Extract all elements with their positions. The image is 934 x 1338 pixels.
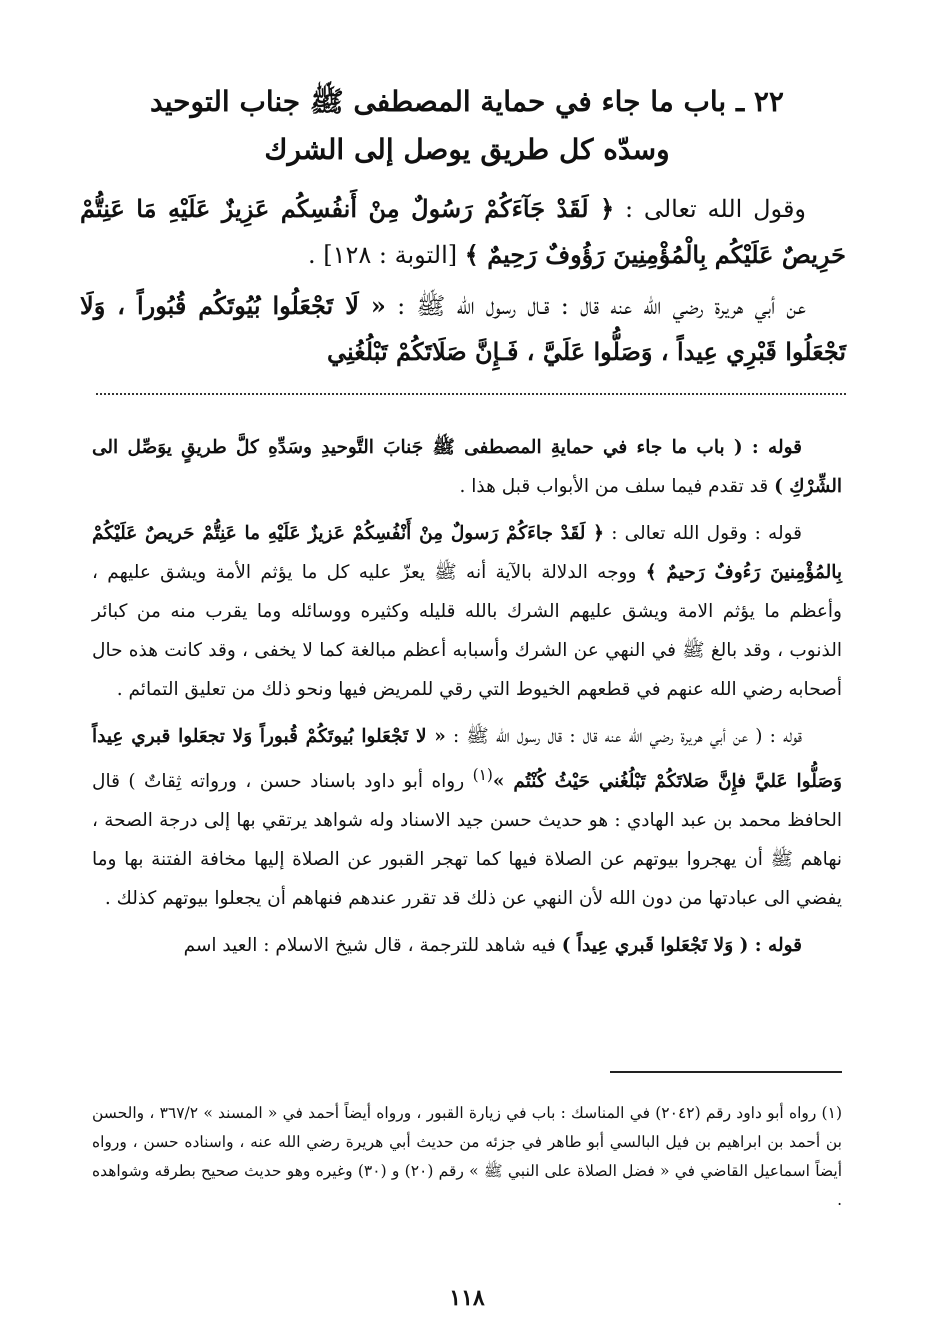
footnotes	[92, 1099, 842, 1215]
commentary-2-verse: ﴿ لَقَدْ جاءَكُمْ رَسولٌ مِنْ أَنْفُسِكُمْ عَزيزٌ عَلَيْهِ ما عَنِتُّمْ حَريصٌ عَلَيْكُمْ بِالمُؤْمِنينَ رَءُوفٌ رَحيمٌ ﴾	[92, 523, 842, 583]
verse-text: ﴿ لَقَدْ جَآءَكُمْ رَسُولٌ مِنْ أَنفُسِكُم عَزِيزٌ عَلَيْهِ مَا عَنِتُّمْ حَرِيصٌ عَلَيْكُم بِالْمُؤْمِنِينَ رَؤُوفٌ رَحِيمٌ ﴾	[80, 194, 846, 269]
commentary-2-text: ووجه الدلالة بالآية أنه ﷺ يعزّ عليه كل ما يؤثم الأمة ويشق عليهم ، وأعظم ما يؤثم الامة ويشق عليهم الشرك بالله قليله وكثيره ووسائله وما يقرب منه من كبائر الذنوب ، وقد بالغ ﷺ في النهي عن الشرك وأسبابه أعظم مبالغة كما لا يخفى ، وقد كانت هذه حال أصحابه رضي الله عنهم في قطعهم الخيوط التي رقي للمريض فيها ونحو ذلك من تعليق التمائم .	[92, 562, 842, 700]
commentary-1-lead: قوله : ( باب ما جاء في حمايةِ المصطفى ﷺ جَنابَ التَّوحيدِ وسَدِّهِ كلَّ طريقٍ يوَصِّل الى الشِّرْكِ )	[92, 437, 842, 497]
commentary-1-text: قد تقدم فيما سلف من الأبواب قبل هذا .	[459, 476, 775, 497]
commentary-paragraph-1	[92, 428, 842, 506]
footnote-separator	[610, 1071, 842, 1073]
commentary-4-text: فيه شاهد للترجمة ، قال شيخ الاسلام : العيد اسم	[183, 935, 562, 957]
commentary-3-text: رواه أبو داود باسناد حسن ، ورواته ثِقاتٌ ) قال الحافظ محمد بن عبد الهادي : هو حديث حسن جيد الاسناد وله شواهد يرتقي بها إلى درجة الصحة ، نهاهم ﷺ أن يهجروا بيوتهم عن الصلاة فيها كما تهجر القبور عن الصلاة إليها مخافة الفتنة بها وما يفضي الى عبادتها من دون الله لأن النهي عن ذلك قد تقرر عندهم فنهاهم أن يجعلوا بيوتهم كذلك .	[92, 771, 842, 910]
chapter-title-line-1: ٢٢ ـ باب ما جاء في حماية المصطفى ﷺ جناب التوحيد	[150, 85, 784, 118]
matn-verse-paragraph	[80, 186, 846, 278]
verse-reference: [التوبة : ١٢٨] .	[307, 241, 465, 269]
matn-verse-block	[80, 186, 846, 278]
commentary-4-lead: قوله : ( وَلا تَجْعَلوا قَبري عِيداً )	[561, 935, 802, 957]
matn-hadith-paragraph	[80, 283, 846, 375]
verse-intro: وقول الله تعالى :	[614, 195, 807, 223]
hadith-text: « لَا تَجْعَلُوا بُيُوتَكُم قُبُوراً ، وَلَا تَجْعَلُوا قَبْرِي عِيداً ، وَصَلُّوا عَلَيَّ ، فَـإِنَّ صَلَاتَكُمْ تَبْلُغُنِي	[80, 291, 846, 366]
commentary	[92, 428, 842, 973]
footnote-marker[interactable]: (١)	[472, 766, 493, 784]
commentary-3-lead: قوله : ( عن أبي هريرة رضي الله عنه قال : قال رسول الله ﷺ :	[445, 726, 802, 747]
commentary-2-lead: قوله : وقول الله تعالى :	[604, 523, 802, 544]
commentary-paragraph-2	[92, 514, 842, 709]
commentary-paragraph-3	[92, 717, 842, 918]
matn-hadith-block	[80, 283, 846, 375]
footnote-1: (١) رواه أبو داود رقم (٢٠٤٢) في المناسك : باب في زيارة القبور ، ورواه أيضاً أحمد في « المسند » ٣٦٧/٢ ، والحسن بن أحمد بن ابراهيم بن فيل البالسي أبو طاهر في جزئه من حديث أبي هريرة رضي الله عنه ، واسناده حسن ، ورواه أيضاً اسماعيل القاضي في « فضل الصلاة على النبي ﷺ » رقم (٢٠) و (٣٠) وغيره وهو حديث صحيح بطرقه وشواهده .	[92, 1104, 842, 1209]
hadith-intro: عن أبي هريرة رضي الله عنه قال : قـال رسول الله ﷺ :	[385, 292, 807, 320]
commentary-paragraph-4	[92, 926, 842, 965]
commentary-3-hadith: « لا تَجْعَلوا بُيوتَكُمْ قُبوراً وَلا تجعَلوا قبري عِيداً وَصَلُّوا عَليَّ فإِنَّ صَلاتَكُمْ تَبْلُغُني حَيْثُ كُنْتُم »	[92, 726, 842, 793]
page-number: ١١٨	[449, 1285, 485, 1311]
chapter-title-line-2: وسدّه كل طريق يوصل إلى الشرك	[264, 133, 670, 166]
section-divider	[96, 393, 846, 395]
chapter-heading	[60, 78, 874, 174]
